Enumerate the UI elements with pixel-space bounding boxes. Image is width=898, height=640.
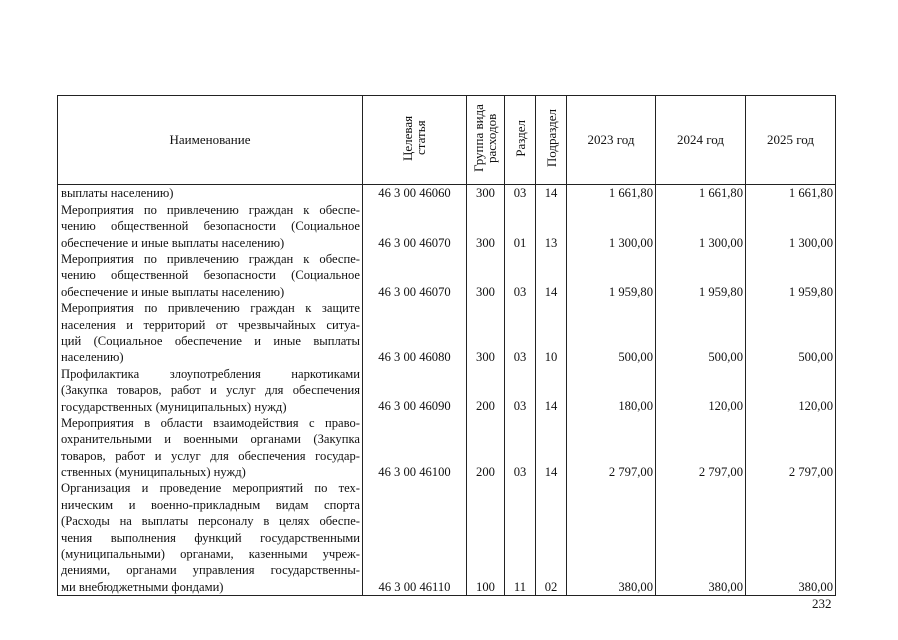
row-name-line: чения выполнения функций государственными	[61, 530, 360, 545]
row-target-code: 46 3 00 46100	[363, 415, 467, 481]
row-value-2025: 2 797,00	[746, 415, 836, 481]
row-name-line: ническим и военно-прикладным видам спорта	[61, 497, 360, 512]
header-target-label: Целевая статья	[399, 115, 428, 161]
header-2024: 2024 год	[656, 96, 746, 185]
row-section: 03	[505, 415, 536, 481]
row-value-2025: 1 959,80	[746, 251, 836, 300]
row-expense-group: 300	[467, 300, 505, 366]
row-name-line: обеспечение и иные выплаты населению)	[61, 284, 285, 299]
row-subsection: 14	[536, 366, 567, 415]
row-section: 03	[505, 366, 536, 415]
row-name	[58, 251, 363, 300]
header-2023: 2023 год	[567, 96, 656, 185]
table-row	[58, 480, 836, 595]
row-name-line: Мероприятия по привлечению граждан к обеспе-	[61, 251, 360, 266]
row-name	[58, 202, 363, 251]
row-name	[58, 185, 363, 202]
row-target-code: 46 3 00 46070	[363, 251, 467, 300]
header-2025: 2025 год	[746, 96, 836, 185]
row-value-2024: 380,00	[656, 480, 746, 595]
row-subsection: 14	[536, 185, 567, 202]
table-row	[58, 185, 836, 202]
row-target-code: 46 3 00 46110	[363, 480, 467, 595]
table-row	[58, 202, 836, 251]
row-name-line: дениями, органами управления государственны-	[61, 563, 360, 578]
row-target-code: 46 3 00 46070	[363, 202, 467, 251]
row-name	[58, 366, 363, 415]
row-name-line: населению)	[61, 350, 124, 365]
row-subsection: 10	[536, 300, 567, 366]
row-expense-group: 300	[467, 251, 505, 300]
row-value-2025: 120,00	[746, 366, 836, 415]
row-name-line: чению общественной безопасности (Социальное	[61, 219, 360, 234]
row-section: 03	[505, 300, 536, 366]
row-name-line: товаров, работ и услуг для обеспечения государ-	[61, 448, 360, 463]
row-name-line: обеспечение и иные выплаты населению)	[61, 235, 285, 250]
row-name-line: (муниципальными) органами, казенными учреж-	[61, 547, 360, 562]
row-target-code: 46 3 00 46090	[363, 366, 467, 415]
row-value-2024: 120,00	[656, 366, 746, 415]
row-value-2025: 380,00	[746, 480, 836, 595]
row-value-2024: 500,00	[656, 300, 746, 366]
row-name-line: Организация и проведение мероприятий по тех-	[61, 481, 360, 496]
row-name-line: Мероприятия в области взаимодействия с право-	[61, 415, 360, 430]
row-subsection: 14	[536, 251, 567, 300]
row-value-2024: 1 959,80	[656, 251, 746, 300]
row-name-line: ственных (муниципальных) нужд)	[61, 465, 246, 480]
row-expense-group: 200	[467, 415, 505, 481]
table-row	[58, 300, 836, 366]
row-expense-group: 100	[467, 480, 505, 595]
row-section: 01	[505, 202, 536, 251]
row-value-2023: 500,00	[567, 300, 656, 366]
row-value-2023: 2 797,00	[567, 415, 656, 481]
table-row	[58, 415, 836, 481]
row-value-2024: 1 300,00	[656, 202, 746, 251]
row-subsection: 13	[536, 202, 567, 251]
header-subsection	[536, 96, 567, 185]
row-section: 03	[505, 251, 536, 300]
row-name-line: Мероприятия по привлечению граждан к защите	[61, 301, 360, 316]
row-value-2025: 500,00	[746, 300, 836, 366]
row-name-line: чению общественной безопасности (Социальное	[61, 268, 360, 283]
row-name-line: населения и территорий от чрезвычайных ситуа-	[61, 317, 360, 332]
row-value-2023: 1 300,00	[567, 202, 656, 251]
table-row	[58, 366, 836, 415]
row-name-line: (Закупка товаров, работ и услуг для обеспечения	[61, 383, 360, 398]
row-section: 11	[505, 480, 536, 595]
row-subsection: 02	[536, 480, 567, 595]
header-section	[505, 96, 536, 185]
row-name-line: Профилактика злоупотребления наркотиками	[61, 366, 360, 381]
row-name-line: Мероприятия по привлечению граждан к обеспе-	[61, 202, 360, 217]
row-target-code: 46 3 00 46080	[363, 300, 467, 366]
header-subsection-label: Подраздел	[543, 108, 559, 168]
row-expense-group: 300	[467, 202, 505, 251]
row-name-line: охранительными и военными органами (Закупка	[61, 432, 360, 447]
page-number: 232	[812, 596, 832, 611]
row-value-2025: 1 661,80	[746, 185, 836, 202]
row-name	[58, 300, 363, 366]
header-row	[58, 96, 836, 185]
row-value-2023: 180,00	[567, 366, 656, 415]
row-name	[58, 480, 363, 595]
row-name-line: ми внебюджетными фондами)	[61, 579, 224, 594]
header-group-label: Группа вида расходов	[470, 104, 499, 172]
row-value-2023: 1 959,80	[567, 251, 656, 300]
row-name-line: выплаты населению)	[61, 186, 174, 201]
row-subsection: 14	[536, 415, 567, 481]
header-section-label: Раздел	[512, 119, 528, 157]
row-value-2023: 1 661,80	[567, 185, 656, 202]
row-expense-group: 200	[467, 366, 505, 415]
header-group	[467, 96, 505, 185]
header-name: Наименование	[58, 96, 363, 185]
row-name	[58, 415, 363, 481]
row-name-line: ций (Социальное обеспечение и иные выплаты	[61, 333, 360, 348]
row-value-2023: 380,00	[567, 480, 656, 595]
row-value-2024: 1 661,80	[656, 185, 746, 202]
row-expense-group: 300	[467, 185, 505, 202]
table-row	[58, 251, 836, 300]
row-value-2024: 2 797,00	[656, 415, 746, 481]
row-name-line: (Расходы на выплаты персоналу в целях обеспе-	[61, 514, 360, 529]
row-value-2025: 1 300,00	[746, 202, 836, 251]
budget-table	[57, 95, 836, 596]
row-target-code: 46 3 00 46060	[363, 185, 467, 202]
header-target	[363, 96, 467, 185]
row-section: 03	[505, 185, 536, 202]
row-name-line: государственных (муниципальных) нужд)	[61, 399, 287, 414]
